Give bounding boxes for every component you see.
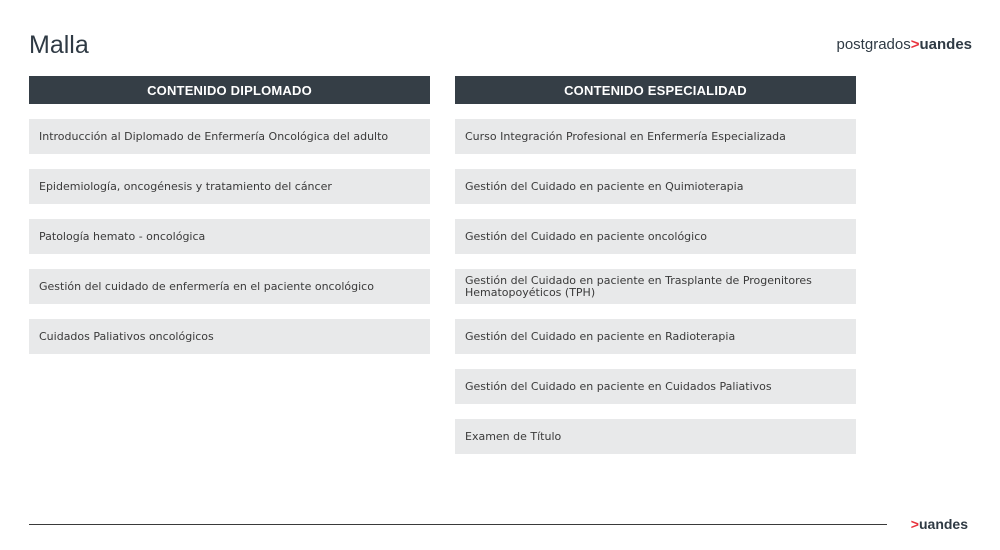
- chevron-right-icon: >: [910, 36, 920, 53]
- especialidad-column: [455, 76, 856, 469]
- diplomado-item: Cuidados Paliativos oncológicos: [29, 319, 430, 354]
- especialidad-item: Gestión del Cuidado en paciente en Cuidados Paliativos: [455, 369, 856, 404]
- uandes-footer-logo: [911, 515, 968, 533]
- especialidad-item: Gestión del Cuidado en paciente en Quimioterapia: [455, 169, 856, 204]
- especialidad-item: Gestión del Cuidado en paciente oncológico: [455, 219, 856, 254]
- footer-divider: [29, 524, 887, 525]
- diplomado-column: [29, 76, 430, 369]
- footer-logo-brand: uandes: [918, 516, 968, 532]
- especialidad-item: Curso Integración Profesional en Enfermería Especializada: [455, 119, 856, 154]
- diplomado-header: CONTENIDO DIPLOMADO: [29, 76, 430, 104]
- logo-prefix: postgrados: [836, 36, 911, 53]
- especialidad-item: Gestión del Cuidado en paciente en Radioterapia: [455, 319, 856, 354]
- logo-brand: uandes: [919, 36, 972, 53]
- diplomado-item: Patología hemato - oncológica: [29, 219, 430, 254]
- postgrados-uandes-logo: [837, 35, 973, 55]
- diplomado-item: Introducción al Diplomado de Enfermería Oncológica del adulto: [29, 119, 430, 154]
- especialidad-item: Gestión del Cuidado en paciente en Trasplante de Progenitores Hematopoyéticos (TPH): [455, 269, 856, 304]
- chevron-right-icon: >: [910, 516, 919, 532]
- diplomado-item: Epidemiología, oncogénesis y tratamiento del cáncer: [29, 169, 430, 204]
- especialidad-header: CONTENIDO ESPECIALIDAD: [455, 76, 856, 104]
- especialidad-item: Examen de Título: [455, 419, 856, 454]
- page-title: Malla: [29, 31, 89, 59]
- diplomado-item: Gestión del cuidado de enfermería en el paciente oncológico: [29, 269, 430, 304]
